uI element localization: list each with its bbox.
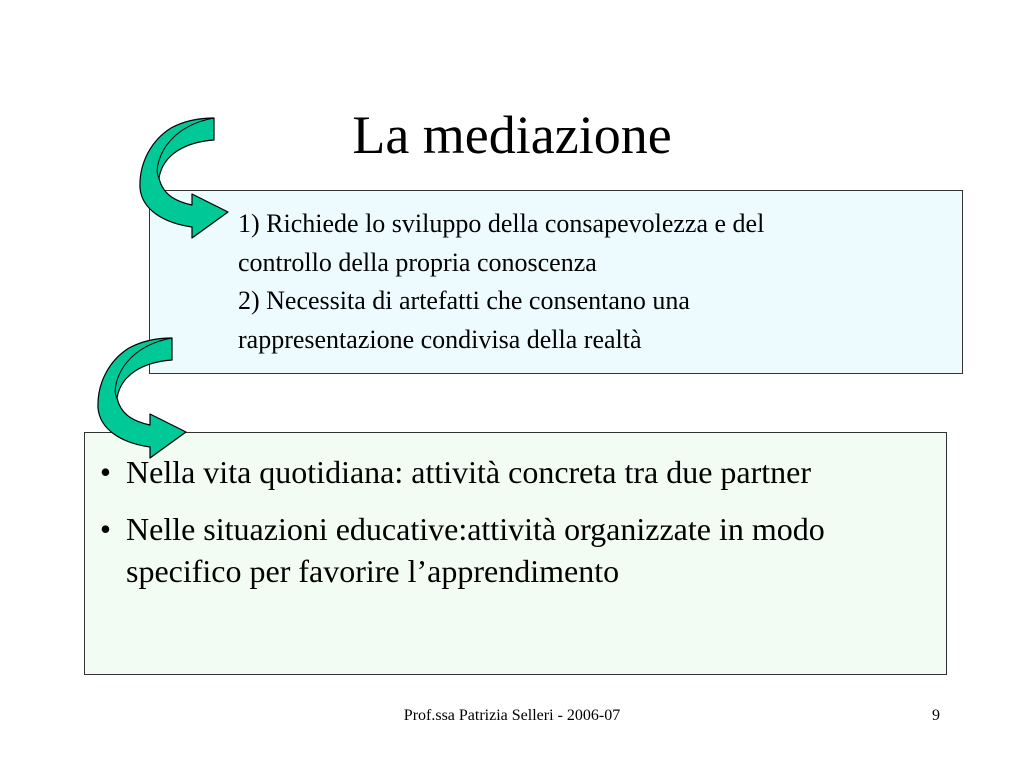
- top-box-line-3: 2) Necessita di artefatti che consentano una: [238, 286, 690, 315]
- bullet-list: [85, 451, 946, 607]
- top-box-line-2: controllo della propria conoscenza: [238, 247, 597, 277]
- bullet-text-2: Nelle situazioni educative:attività organizzate in modo specifico per favorire l’apprendimento: [126, 511, 825, 589]
- slide-title: La mediazione: [352, 105, 672, 165]
- bottom-text-box: [84, 432, 947, 675]
- top-text-box: [149, 190, 963, 374]
- curved-arrow-icon: [88, 330, 198, 465]
- slide-footer: Prof.ssa Patrizia Selleri - 2006-07: [403, 707, 621, 724]
- bullet-item-1: [85, 451, 946, 493]
- top-box-line-4: rappresentazione condivisa della realtà: [238, 324, 642, 354]
- curved-arrow-icon: [130, 110, 240, 245]
- top-box-text: [238, 205, 958, 359]
- bullet-text-1: Nella vita quotidiana: attività concreta tra due partner: [126, 454, 812, 490]
- bullet-item-2: [85, 508, 946, 592]
- page-number: 9: [932, 707, 940, 724]
- bullet-icon: •: [99, 454, 112, 490]
- bullet-icon: •: [99, 511, 112, 547]
- top-box-line-1: 1) Richiede lo sviluppo della consapevolezza e del: [238, 209, 765, 238]
